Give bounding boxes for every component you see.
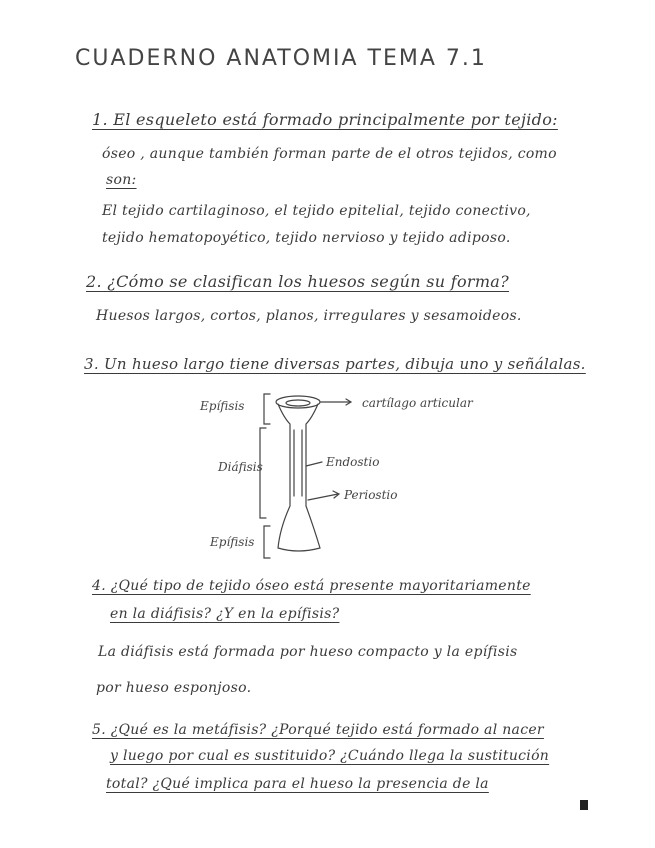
- label-endostio: Endostio: [326, 455, 380, 469]
- medullary-cavity: [294, 430, 302, 496]
- bone-shaft: [278, 404, 320, 551]
- epiphysis-top-bracket: [264, 394, 270, 424]
- answer-4-line-2: por hueso esponjoso.: [96, 680, 252, 696]
- question-2: 2. ¿Cómo se clasifican los huesos según su forma?: [86, 272, 510, 291]
- answer-1-line-3: El tejido cartilaginoso, el tejido epitelial, tejido conectivo,: [102, 203, 531, 219]
- question-3: 3. Un hueso largo tiene diversas partes, dibuja uno y señálalas.: [84, 355, 586, 373]
- answer-1-line-4: tejido hematopoyético, tejido nervioso y tejido adiposo.: [102, 230, 511, 246]
- arrow-periostio: [308, 494, 338, 500]
- answer-2: Huesos largos, cortos, planos, irregulares y sesamoideos.: [96, 308, 522, 324]
- question-1: 1. El esqueleto está formado principalmente por tejido:: [92, 110, 558, 129]
- label-epifisis-bottom: Epífisis: [210, 535, 255, 549]
- scan-edge-mark: [580, 800, 588, 810]
- label-epifisis-top: Epífisis: [200, 399, 245, 413]
- question-5-line-3: total? ¿Qué implica para el hueso la presencia de la: [106, 776, 489, 792]
- answer-1-line-2: son:: [106, 172, 137, 188]
- label-periostio: Periostio: [344, 488, 398, 502]
- question-5-line-2: y luego por cual es sustituido? ¿Cuándo llega la sustitución: [110, 748, 550, 764]
- answer-1-line-1: óseo , aunque también forman parte de el otros tejidos, como: [102, 146, 557, 162]
- answer-4-line-1: La diáfisis está formada por hueso compacto y la epífisis: [98, 644, 518, 660]
- question-4-line-1: 4. ¿Qué tipo de tejido óseo está presente mayoritariamente: [92, 578, 531, 594]
- question-4-line-2: en la diáfisis? ¿Y en la epífisis?: [110, 606, 340, 622]
- label-diafisis: Diáfisis: [218, 460, 263, 474]
- articular-cartilage: [286, 400, 310, 406]
- epiphysis-bottom-bracket: [264, 526, 270, 558]
- label-cartilago-articular: cartílago articular: [362, 396, 473, 410]
- arrow-endostio: [306, 462, 322, 466]
- page-title: CUADERNO ANATOMIA TEMA 7.1: [75, 46, 487, 71]
- question-5-line-1: 5. ¿Qué es la metáfisis? ¿Porqué tejido está formado al nacer: [92, 722, 544, 738]
